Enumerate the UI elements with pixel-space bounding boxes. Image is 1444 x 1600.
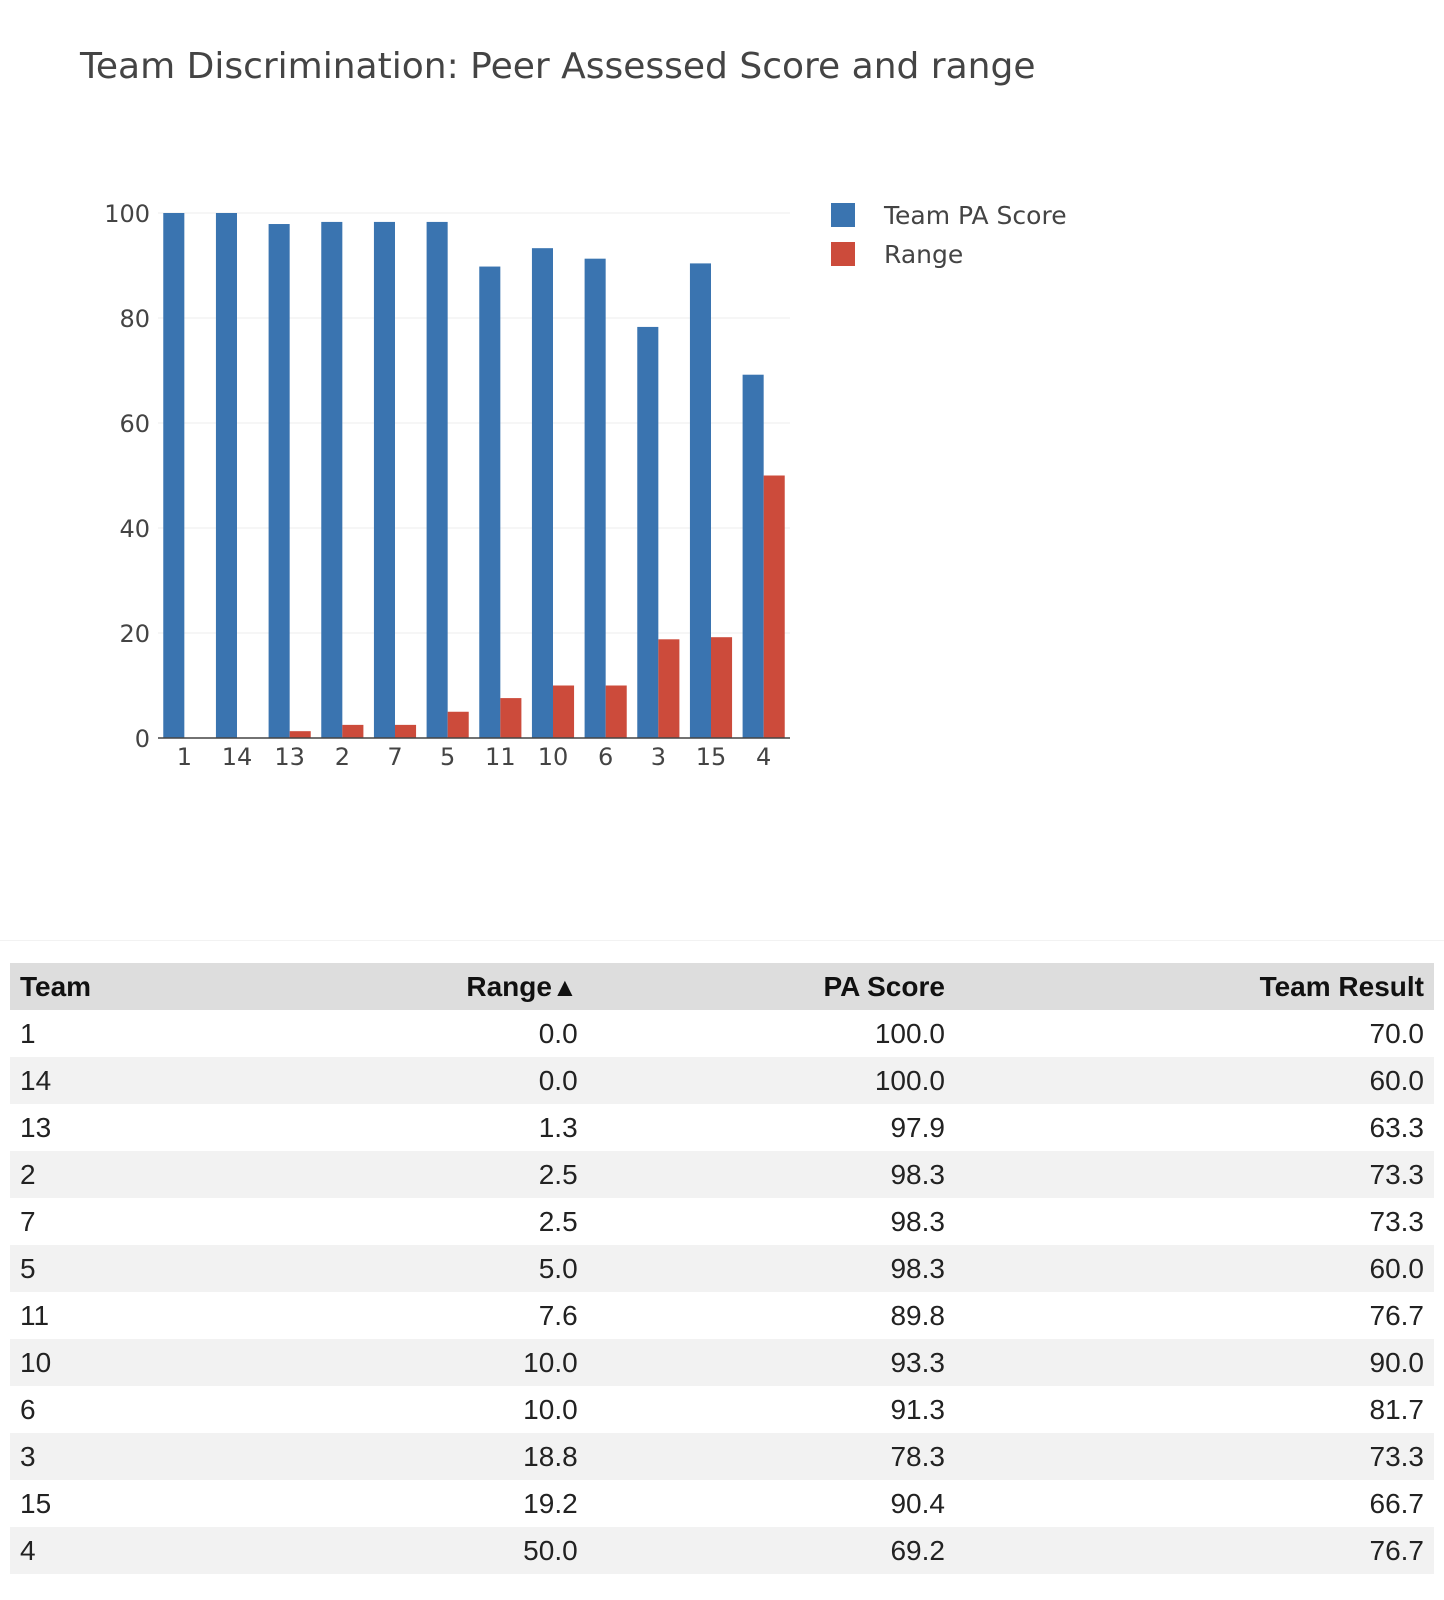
x-tick-label: 7 [387, 743, 403, 771]
cell-team-result: 76.7 [955, 1527, 1434, 1574]
table-row [10, 1198, 1434, 1245]
table-row [10, 1339, 1434, 1386]
x-tick-label: 1 [176, 743, 192, 771]
table-row [10, 1433, 1434, 1480]
cell-pa-score: 93.3 [588, 1339, 955, 1386]
cell-range: 0.0 [247, 1057, 588, 1104]
section-divider [0, 940, 1444, 941]
legend[interactable] [831, 201, 1067, 269]
pa-score-bar[interactable] [269, 224, 290, 738]
header-team-result[interactable] [955, 963, 1434, 1010]
y-tick-label: 80 [119, 305, 150, 333]
cell-team-result: 73.3 [955, 1151, 1434, 1198]
cell-team: 2 [10, 1151, 247, 1198]
cell-range: 19.2 [247, 1480, 588, 1527]
range-bar[interactable] [711, 637, 732, 738]
cell-team: 15 [10, 1480, 247, 1527]
pa-score-bar[interactable] [163, 213, 184, 738]
x-tick-label: 14 [221, 743, 253, 771]
x-tick-label: 11 [485, 743, 516, 771]
range-bar[interactable] [658, 639, 679, 738]
table-row [10, 1386, 1434, 1433]
cell-range: 2.5 [247, 1151, 588, 1198]
cell-team-result: 66.7 [955, 1480, 1434, 1527]
cell-team-result: 90.0 [955, 1339, 1434, 1386]
pa-score-bar[interactable] [637, 327, 658, 738]
cell-team: 3 [10, 1433, 247, 1480]
range-bar[interactable] [764, 476, 785, 739]
chart-title: Team Discrimination: Peer Assessed Score and range [80, 46, 1036, 87]
cell-team-result: 76.7 [955, 1292, 1434, 1339]
header-range[interactable] [247, 963, 588, 1010]
cell-pa-score: 98.3 [588, 1198, 955, 1245]
legend-label[interactable]: Team PA Score [884, 201, 1067, 230]
cell-pa-score: 78.3 [588, 1433, 955, 1480]
table-row [10, 1292, 1434, 1339]
cell-range: 7.6 [247, 1292, 588, 1339]
cell-team: 6 [10, 1386, 247, 1433]
cell-pa-score: 91.3 [588, 1386, 955, 1433]
header-team[interactable] [10, 963, 247, 1010]
y-tick-label: 20 [119, 620, 150, 648]
x-tick-label: 13 [274, 743, 305, 771]
header-pa-score[interactable] [588, 963, 955, 1010]
table-row [10, 1104, 1434, 1151]
pa-score-bar[interactable] [585, 259, 606, 738]
cell-team-result: 81.7 [955, 1386, 1434, 1433]
x-tick-label: 4 [756, 743, 772, 771]
cell-range: 50.0 [247, 1527, 588, 1574]
cell-pa-score: 89.8 [588, 1292, 955, 1339]
x-tick-label: 3 [650, 743, 666, 771]
range-bar[interactable] [553, 686, 574, 739]
range-bar[interactable] [606, 686, 627, 739]
x-tick-label: 6 [598, 743, 614, 771]
header-range-label: Range [466, 970, 552, 1002]
cell-team-result: 63.3 [955, 1104, 1434, 1151]
range-bar[interactable] [342, 725, 363, 738]
cell-range: 18.8 [247, 1433, 588, 1480]
cell-range: 2.5 [247, 1198, 588, 1245]
cell-team-result: 73.3 [955, 1433, 1434, 1480]
x-tick-label: 10 [537, 743, 569, 771]
cell-pa-score: 100.0 [588, 1057, 955, 1104]
cell-team: 10 [10, 1339, 247, 1386]
cell-range: 0.0 [247, 1010, 588, 1057]
cell-range: 10.0 [247, 1386, 588, 1433]
pa-score-bar[interactable] [479, 267, 500, 738]
header-pa-score-label: PA Score [823, 970, 945, 1002]
cell-range: 5.0 [247, 1245, 588, 1292]
sort-ascending-icon: ▲ [551, 971, 578, 1002]
pa-score-bar[interactable] [321, 222, 342, 738]
legend-label[interactable]: Range [884, 240, 964, 269]
table-row [10, 1151, 1434, 1198]
cell-pa-score: 97.9 [588, 1104, 955, 1151]
table-row [10, 1527, 1434, 1574]
table-row [10, 1010, 1434, 1057]
table-row [10, 1480, 1434, 1527]
cell-team-result: 70.0 [955, 1010, 1434, 1057]
range-bar[interactable] [500, 698, 521, 738]
cell-team-result: 60.0 [955, 1057, 1434, 1104]
pa-score-bar[interactable] [532, 248, 553, 738]
y-tick-label: 100 [104, 200, 150, 228]
results-table [10, 963, 1434, 1574]
pa-score-bar[interactable] [374, 222, 395, 738]
x-tick-label: 2 [334, 743, 350, 771]
cell-team-result: 60.0 [955, 1245, 1434, 1292]
range-bar[interactable] [290, 731, 311, 738]
range-bar[interactable] [395, 725, 416, 738]
pa-score-bar[interactable] [427, 222, 448, 738]
cell-team: 14 [10, 1057, 247, 1104]
cell-team: 7 [10, 1198, 247, 1245]
table-row [10, 1057, 1434, 1104]
pa-score-bar[interactable] [690, 263, 711, 738]
header-team-result-label: Team Result [1259, 970, 1424, 1002]
cell-pa-score: 98.3 [588, 1245, 955, 1292]
cell-pa-score: 98.3 [588, 1151, 955, 1198]
pa-score-bar[interactable] [216, 213, 237, 738]
x-tick-label: 15 [695, 743, 727, 771]
pa-score-bar[interactable] [743, 375, 764, 738]
y-tick-label: 0 [134, 725, 150, 753]
legend-swatch[interactable] [831, 203, 855, 227]
x-tick-label: 5 [440, 743, 456, 771]
legend-swatch[interactable] [831, 242, 855, 266]
range-bar[interactable] [448, 712, 469, 738]
cell-range: 1.3 [247, 1104, 588, 1151]
cell-team-result: 73.3 [955, 1198, 1434, 1245]
cell-team: 4 [10, 1527, 247, 1574]
cell-pa-score: 69.2 [588, 1527, 955, 1574]
cell-range: 10.0 [247, 1339, 588, 1386]
bars[interactable] [163, 213, 784, 738]
y-tick-label: 60 [119, 410, 150, 438]
cell-pa-score: 100.0 [588, 1010, 955, 1057]
table-header-row [10, 963, 1434, 1010]
y-tick-label: 40 [119, 515, 150, 543]
cell-team: 5 [10, 1245, 247, 1292]
cell-pa-score: 90.4 [588, 1480, 955, 1527]
cell-team: 1 [10, 1010, 247, 1057]
table-row [10, 1245, 1434, 1292]
cell-team: 13 [10, 1104, 247, 1151]
header-team-label: Team [20, 970, 92, 1002]
cell-team: 11 [10, 1292, 247, 1339]
